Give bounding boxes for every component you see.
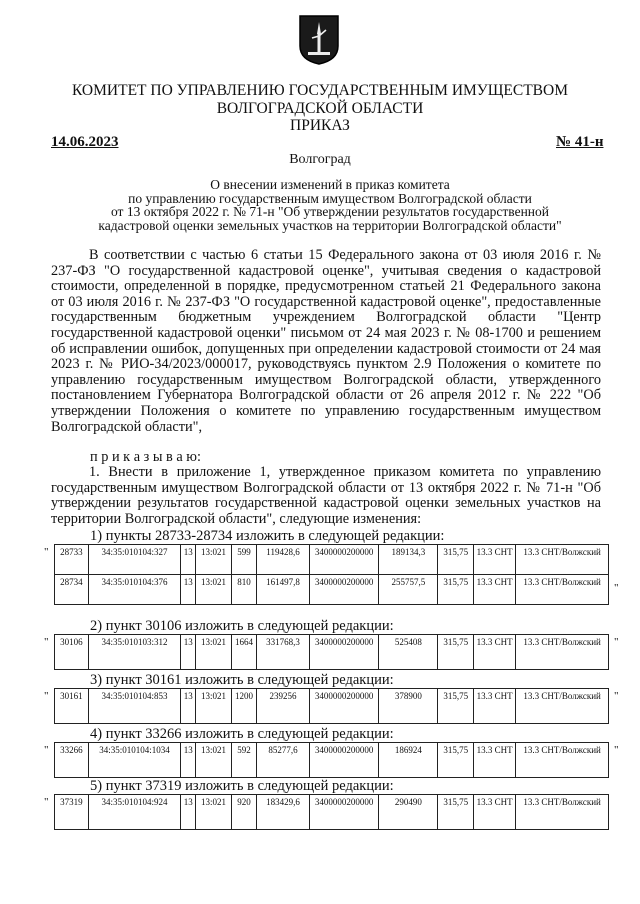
cell-use-code: 13.3 СНТ [474, 795, 516, 830]
cell-cadastral-value: 183429,6 [257, 795, 310, 830]
cell-cadastral-number: 34:35:010104:1034 [88, 743, 181, 778]
prikazyvayu-line: п р и к а з ы в а ю: [90, 449, 201, 465]
table-row [55, 635, 609, 670]
cell-rate: 315,75 [438, 635, 474, 670]
org-title-line1: КОМИТЕТ ПО УПРАВЛЕНИЮ ГОСУДАРСТВЕННЫМ ИМУЩЕСТВОМ [71, 82, 568, 99]
cell-new-value: 525408 [379, 635, 438, 670]
cell-use-code: 13.3 СНТ [474, 689, 516, 724]
cell-cadastral-value: 239256 [257, 689, 310, 724]
table-row [55, 795, 609, 830]
cell-cadastral-number: 34:35:010104:924 [88, 795, 181, 830]
cell-use-code: 13.3 СНТ [474, 575, 516, 605]
open-quote: " [44, 690, 49, 702]
table-5 [54, 794, 609, 830]
cell-zone-code: 13:021 [196, 545, 232, 575]
cell-rate: 315,75 [438, 545, 474, 575]
cell-category-code: 13 [181, 635, 196, 670]
cell-category-code: 13 [181, 795, 196, 830]
cell-use-description: 13.3 СНТ/Волжский [516, 635, 609, 670]
cell-cadastral-value: 119428,6 [257, 545, 310, 575]
cell-pp-number: 30161 [55, 689, 89, 724]
cell-fias-code: 3400000200000 [309, 575, 379, 605]
cell-area: 810 [231, 575, 256, 605]
cell-category-code: 13 [181, 545, 196, 575]
cell-cadastral-value: 331768,3 [257, 635, 310, 670]
cell-new-value: 255757,5 [379, 575, 438, 605]
cell-new-value: 378900 [379, 689, 438, 724]
table-4 [54, 742, 609, 778]
document-number: № 41-н [556, 134, 604, 150]
body-paragraph-2: 1. Внести в приложение 1, утвержденное приказом комитета по управлению государственным имуществом Волгоградской области от 13 октября 2022 г. № 71-н "Об утверждении результатов государственной кадастровой оценки земельных участков на территории Волгоградской области", следующие изменения: [51, 464, 601, 527]
table-2 [54, 634, 609, 670]
cell-rate: 315,75 [438, 743, 474, 778]
cell-use-description: 13.3 СНТ/Волжский [516, 689, 609, 724]
cell-new-value: 189134,3 [379, 545, 438, 575]
org-title-line2: ВОЛГОГРАДСКОЙ ОБЛАСТИ [216, 100, 424, 117]
open-quote: " [44, 546, 49, 558]
subitem-3: 3) пункт 30161 изложить в следующей редакции: [90, 672, 394, 688]
cell-use-description: 13.3 СНТ/Волжский [516, 795, 609, 830]
cell-cadastral-number: 34:35:010104:853 [88, 689, 181, 724]
cell-use-description: 13.3 СНТ/Волжский [516, 575, 609, 605]
cell-cadastral-value: 85277,6 [257, 743, 310, 778]
close-quote: " [614, 744, 619, 756]
cell-area: 920 [231, 795, 256, 830]
cell-pp-number: 28733 [55, 545, 89, 575]
cell-fias-code: 3400000200000 [309, 545, 379, 575]
cell-fias-code: 3400000200000 [309, 743, 379, 778]
cell-cadastral-number: 34:35:010103:312 [88, 635, 181, 670]
table-row [55, 743, 609, 778]
document-type: ПРИКАЗ [290, 117, 350, 134]
document-city: Волгоград [289, 152, 351, 167]
close-quote: " [614, 582, 619, 594]
cell-pp-number: 37319 [55, 795, 89, 830]
cell-category-code: 13 [181, 743, 196, 778]
cell-use-description: 13.3 СНТ/Волжский [516, 545, 609, 575]
cell-zone-code: 13:021 [196, 575, 232, 605]
cell-fias-code: 3400000200000 [309, 635, 379, 670]
body-paragraph-1: В соответствии с частью 6 статьи 15 Федерального закона от 03 июля 2016 г. № 237-ФЗ "О государственной кадастровой оценке", учитывая сведения о кадастровой стоимости, определенной в порядке, предусмотренном статьей 21 Федерального закона от 03 июля 2016 г. № 237-ФЗ "О государственной кадастровой оценке", предоставленные государственным бюджетным учреждением Волгоградской области "Центр государственной кадастровой оценки" письмом от 24 мая 2023 г. № 08-1700 и решением об исправлении ошибок, допущенных при определении кадастровой стоимости от 24 мая 2023 г. № РИО-34/2023/000017, руководствуясь пунктом 2.9 Положения о комитете по управлению государственным имуществом Волгоградской области, утвержденного постановлением Губернатора Волгоградской области от 26 апреля 2012 г. № 222 "Об утверждении Положения о комитете по управлению государственным имуществом Волгоградской области", [51, 247, 601, 435]
cell-new-value: 186924 [379, 743, 438, 778]
table-1 [54, 544, 609, 605]
cell-use-code: 13.3 СНТ [474, 545, 516, 575]
table-row [55, 689, 609, 724]
cell-rate: 315,75 [438, 689, 474, 724]
subject-line: О внесении изменений в приказ комитета [210, 177, 450, 192]
subject-line: по управлению государственным имуществом Волгоградской области [128, 190, 532, 206]
cell-use-code: 13.3 СНТ [474, 635, 516, 670]
cell-zone-code: 13:021 [196, 635, 232, 670]
subject-line: кадастровой оценки земельных участков на территории Волгоградской области" [98, 217, 562, 233]
subitem-1: 1) пункты 28733-28734 изложить в следующей редакции: [90, 528, 445, 544]
cell-category-code: 13 [181, 689, 196, 724]
cell-zone-code: 13:021 [196, 743, 232, 778]
cell-pp-number: 30106 [55, 635, 89, 670]
cell-area: 1664 [231, 635, 256, 670]
subject-line: от 13 октября 2022 г. № 71-н "Об утверждении результатов государственной [110, 204, 550, 219]
cell-fias-code: 3400000200000 [309, 795, 379, 830]
cell-area: 599 [231, 545, 256, 575]
table-3 [54, 688, 609, 724]
table-row [55, 545, 609, 575]
cell-rate: 315,75 [438, 575, 474, 605]
cell-area: 592 [231, 743, 256, 778]
subitem-4: 4) пункт 33266 изложить в следующей редакции: [90, 726, 394, 742]
table-row [55, 575, 609, 605]
open-quote: " [44, 744, 49, 756]
cell-pp-number: 28734 [55, 575, 89, 605]
open-quote: " [44, 796, 49, 808]
close-quote: " [614, 636, 619, 648]
cell-zone-code: 13:021 [196, 689, 232, 724]
cell-cadastral-value: 161497,8 [257, 575, 310, 605]
cell-new-value: 290490 [379, 795, 438, 830]
document-date: 14.06.2023 [51, 134, 119, 150]
cell-rate: 315,75 [438, 795, 474, 830]
subitem-5: 5) пункт 37319 изложить в следующей редакции: [90, 778, 394, 794]
cell-use-description: 13.3 СНТ/Волжский [516, 743, 609, 778]
cell-area: 1200 [231, 689, 256, 724]
coat-of-arms-emblem [298, 14, 340, 66]
cell-use-code: 13.3 СНТ [474, 743, 516, 778]
cell-category-code: 13 [181, 575, 196, 605]
cell-pp-number: 33266 [55, 743, 89, 778]
cell-cadastral-number: 34:35:010104:376 [88, 575, 181, 605]
document-subject [60, 178, 600, 232]
subitem-2: 2) пункт 30106 изложить в следующей редакции: [90, 618, 394, 634]
open-quote: " [44, 636, 49, 648]
close-quote: " [614, 690, 619, 702]
cell-cadastral-number: 34:35:010104:327 [88, 545, 181, 575]
cell-fias-code: 3400000200000 [309, 689, 379, 724]
cell-zone-code: 13:021 [196, 795, 232, 830]
